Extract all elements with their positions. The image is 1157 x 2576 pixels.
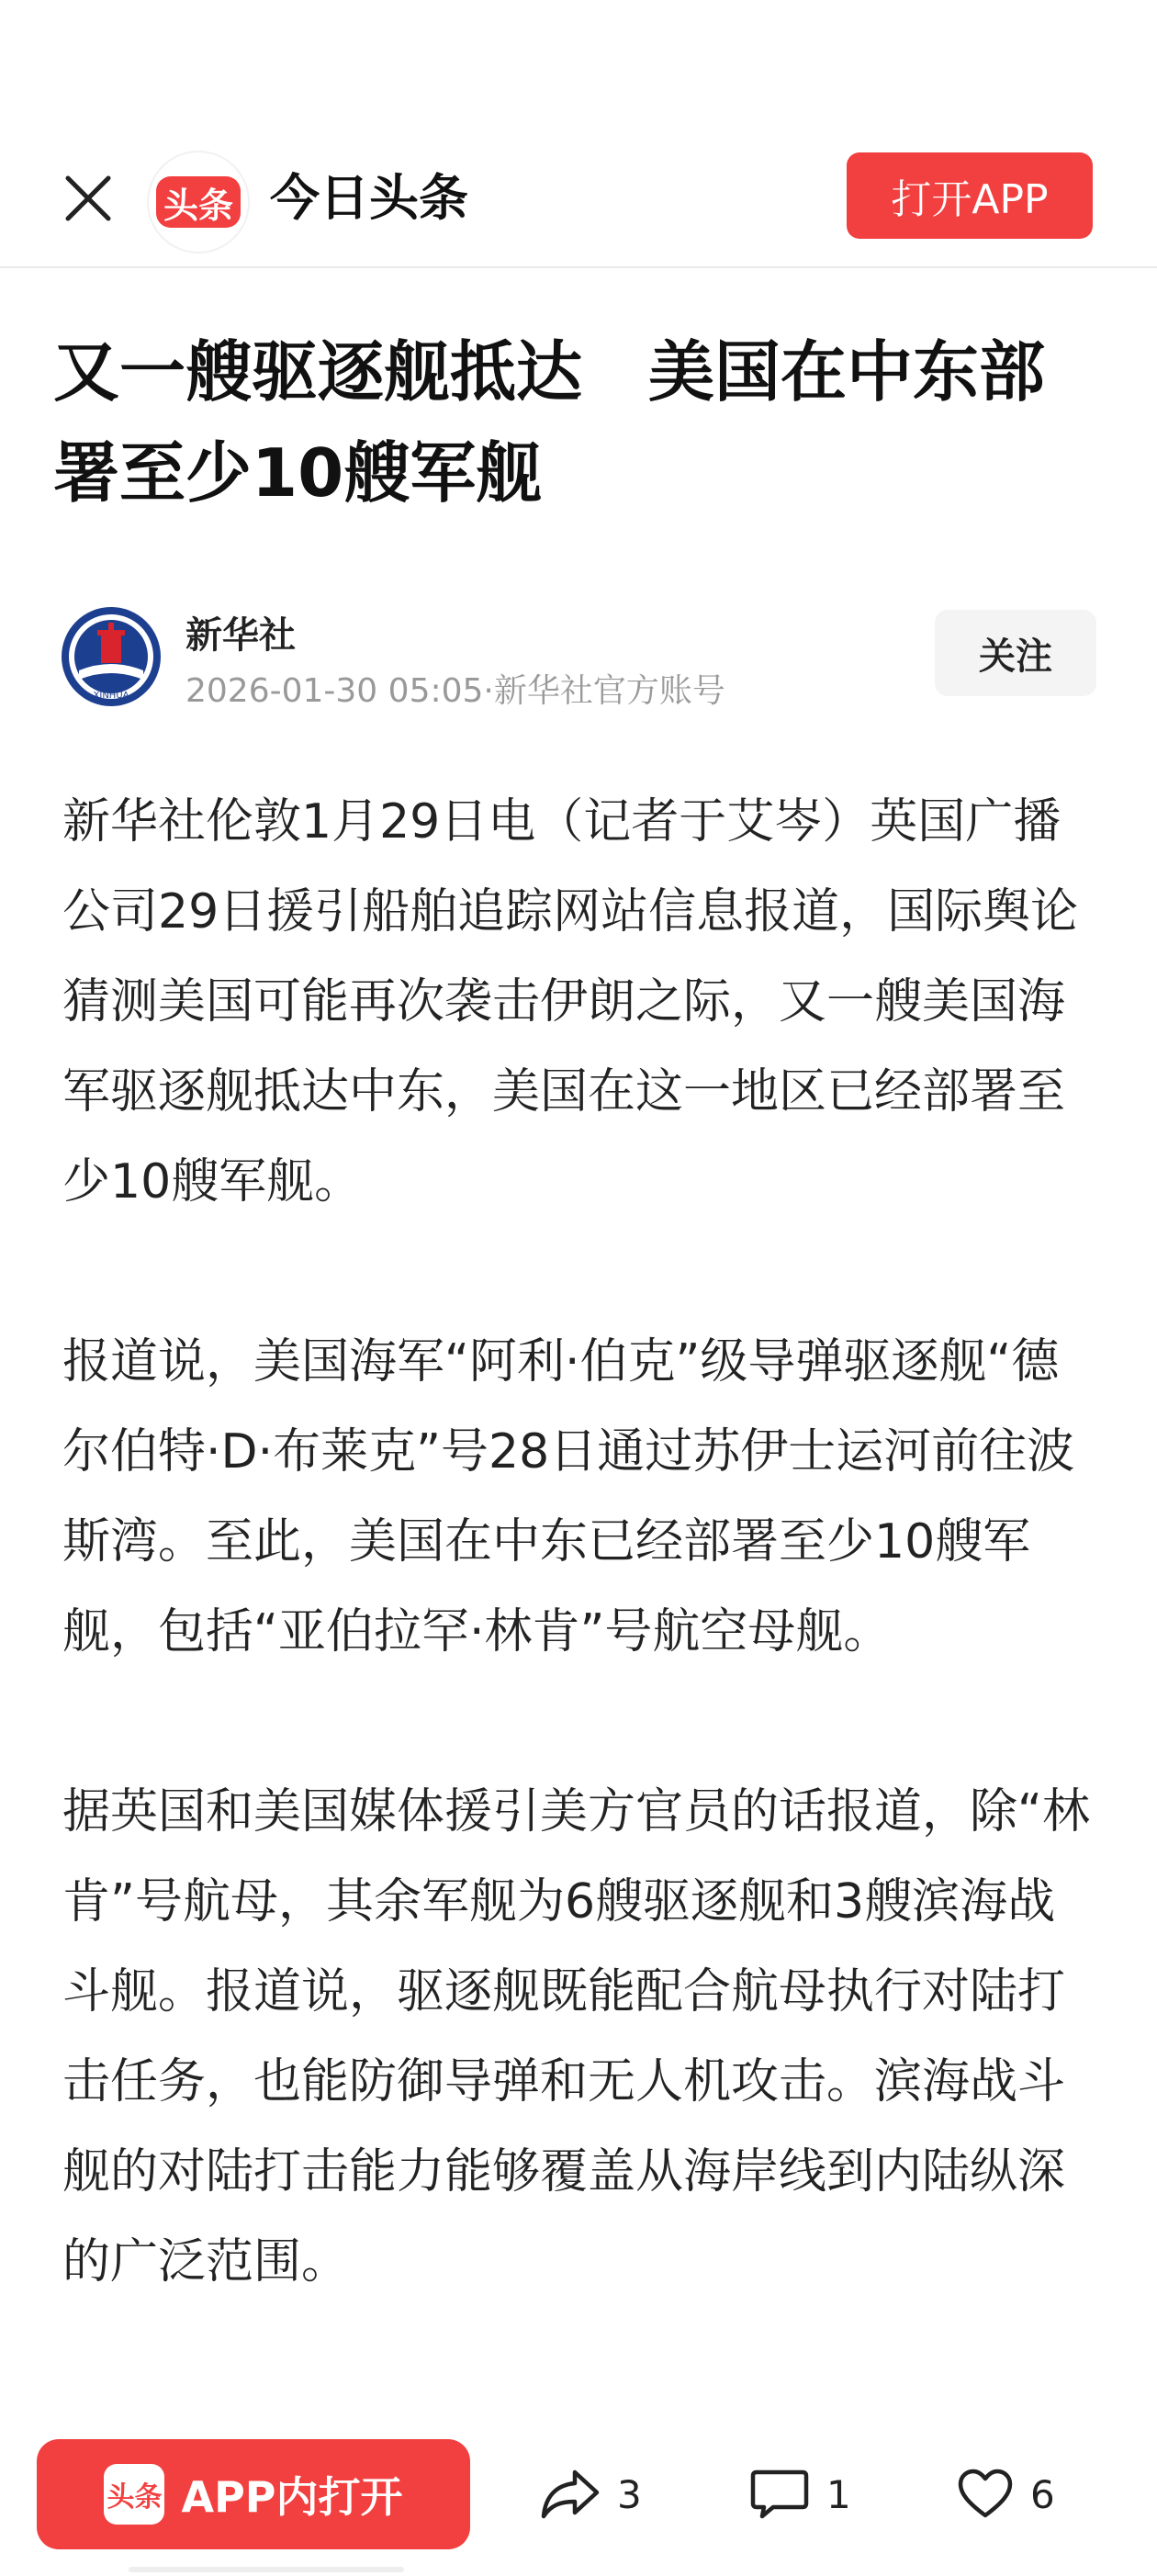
app-logo	[147, 151, 250, 253]
open-in-app-label: APP内打开	[181, 2472, 403, 2522]
svg-text:XINHUA: XINHUA	[93, 691, 129, 701]
comment-icon	[749, 2467, 810, 2522]
bottom-bar	[0, 2434, 1157, 2571]
like-count: 6	[1030, 2471, 1055, 2517]
share-count: 3	[617, 2471, 642, 2517]
heart-icon	[957, 2468, 1014, 2521]
close-button[interactable]	[55, 165, 121, 231]
author-name[interactable]: 新华社	[185, 614, 296, 657]
author-row	[61, 599, 1096, 709]
open-app-button[interactable]: 打开APP	[847, 152, 1093, 239]
share-button[interactable]	[540, 2459, 642, 2529]
app-name: 今日头条	[270, 169, 468, 227]
open-in-app-button[interactable]	[37, 2439, 470, 2549]
share-icon	[540, 2467, 601, 2522]
article-body	[62, 777, 1100, 2397]
author-avatar[interactable]	[61, 606, 162, 707]
article-title: 又一艘驱逐舰抵达 美国在中东部署至少10艘军舰	[53, 333, 1046, 512]
publish-meta: 2026-01-30 05:05·新华社官方账号	[185, 672, 725, 710]
home-indicator	[129, 2559, 1028, 2564]
top-bar	[0, 138, 1157, 268]
article-paragraph: 新华社伦敦1月29日电（记者于艾岑）英国广播公司29日援引船舶追踪网站信息报道，国际舆论猜测美国可能再次袭击伊朗之际，又一艘美国海军驱逐舰抵达中东，美国在这一地区已经部署至少10艘军舰。	[62, 794, 1079, 1209]
close-icon	[62, 173, 114, 224]
like-button[interactable]	[957, 2459, 1055, 2529]
follow-button[interactable]: 关注	[935, 610, 1096, 696]
comment-count: 1	[826, 2471, 851, 2517]
comment-button[interactable]	[749, 2459, 851, 2529]
app-logo-badge: 头条	[156, 176, 241, 228]
article-paragraph: 据英国和美国媒体援引美方官员的话报道，除“林肯”号航母，其余军舰为6艘驱逐舰和3艘滨海战斗舰。报道说，驱逐舰既能配合航母执行对陆打击任务，也能防御导弹和无人机攻击。滨海战斗舰的对陆打击能力能够覆盖从海岸线到内陆纵深的广泛范围。	[62, 1784, 1090, 2289]
article-paragraph: 报道说，美国海军“阿利·伯克”级导弹驱逐舰“德尔伯特·D·布莱克”号28日通过苏伊士运河前往波斯湾。至此，美国在中东已经部署至少10艘军舰，包括“亚伯拉罕·林肯”号航空母舰。	[62, 1334, 1075, 1659]
xinhua-logo-icon	[61, 606, 162, 707]
app-logo-small: 头条	[104, 2464, 164, 2525]
